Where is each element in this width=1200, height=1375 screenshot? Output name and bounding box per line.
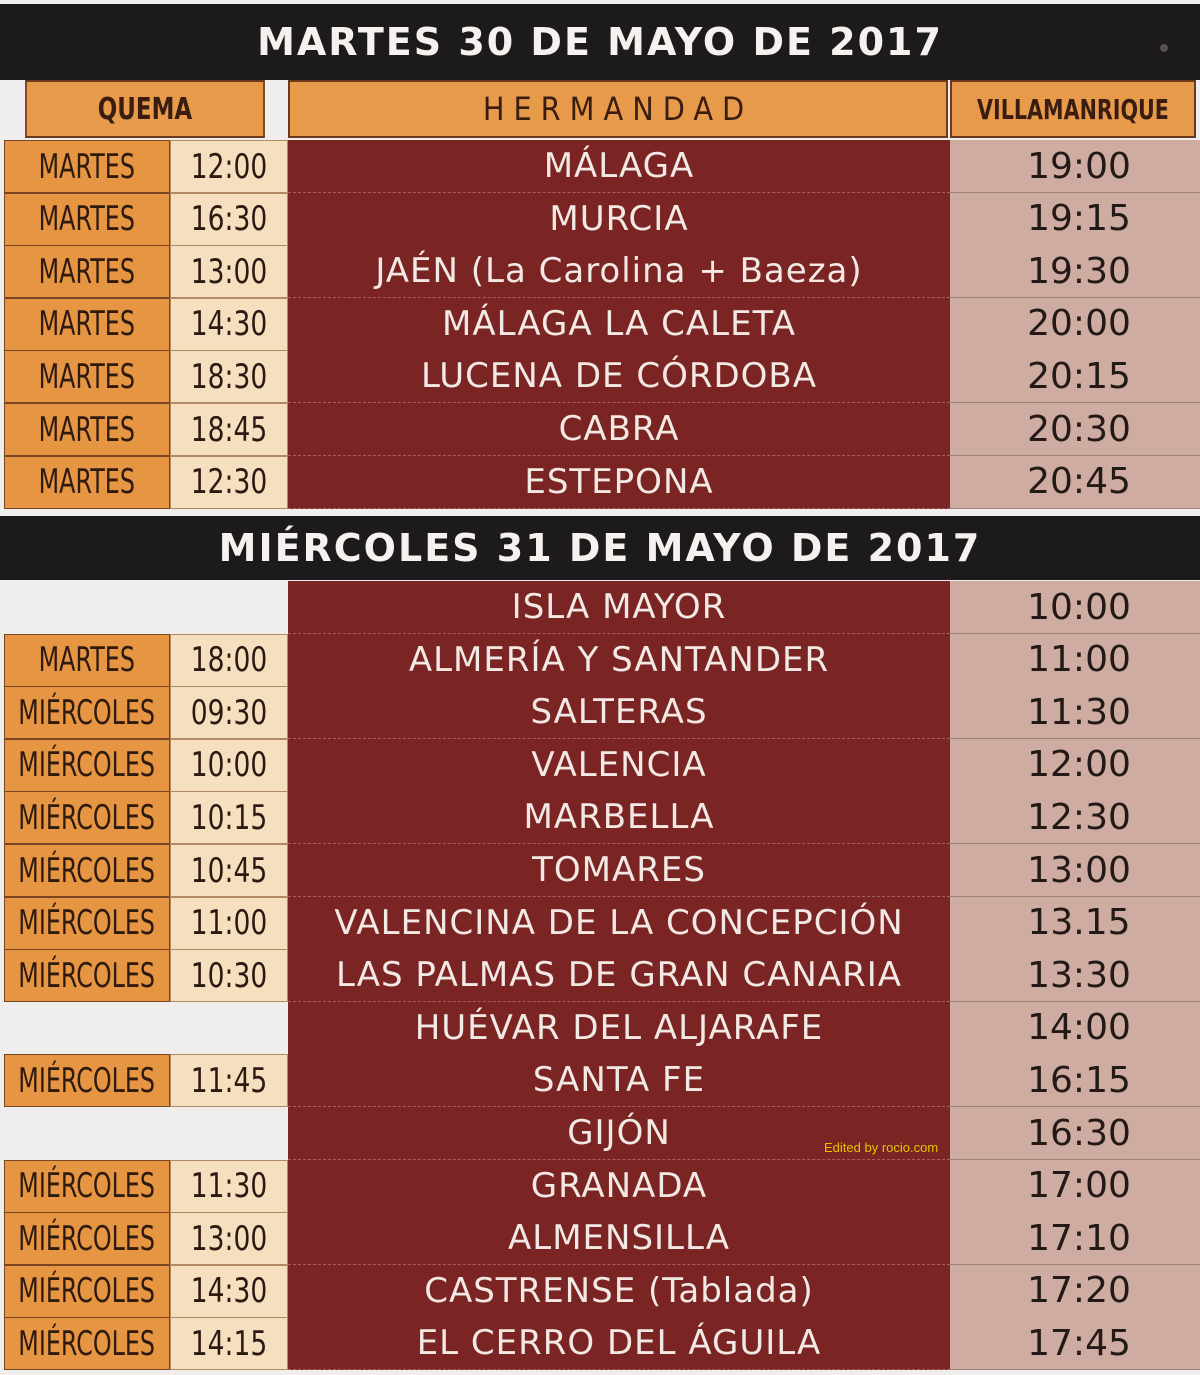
- day2-banner: [0, 516, 1200, 580]
- quema-time-cell: [170, 1160, 288, 1213]
- quema-day: MARTES: [38, 462, 136, 503]
- quema-time: 12:30: [190, 462, 268, 503]
- villamanrique-cell: [950, 1107, 1200, 1160]
- hermandad-name: MÁLAGA: [543, 146, 695, 186]
- quema-day-cell: [4, 245, 170, 298]
- table-row: [0, 350, 1200, 403]
- quema-time: 14:30: [190, 304, 268, 345]
- header-villamanrique: [950, 80, 1196, 138]
- villamanrique-time: 13.15: [1027, 902, 1131, 944]
- quema-time-cell: [170, 1265, 288, 1318]
- quema-day-cell: [4, 686, 170, 739]
- hermandad-cell: [288, 1054, 950, 1107]
- villamanrique-cell: [950, 686, 1200, 739]
- villamanrique-time: 16:30: [1027, 1112, 1131, 1154]
- villamanrique-cell: [950, 350, 1200, 403]
- villamanrique-cell: [950, 403, 1200, 456]
- hermandad-cell: [288, 686, 950, 739]
- villamanrique-time: 16:15: [1027, 1059, 1131, 1101]
- table-row: [0, 1212, 1200, 1265]
- table-row: [0, 1107, 1200, 1160]
- quema-day: MIÉRCOLES: [18, 1060, 156, 1101]
- hermandad-cell: [288, 1212, 950, 1265]
- villamanrique-cell: [950, 1002, 1200, 1055]
- hermandad-cell: [288, 403, 950, 456]
- hermandad-name: ESTEPONA: [524, 461, 714, 502]
- hermandad-name: VALENCIA: [531, 744, 707, 785]
- quema-time: 13:00: [190, 251, 268, 292]
- table-row: [0, 193, 1200, 246]
- villamanrique-cell: [950, 739, 1200, 792]
- villamanrique-time: 17:10: [1027, 1217, 1131, 1259]
- quema-time: 14:30: [190, 1271, 268, 1312]
- villamanrique-time: 13:00: [1027, 849, 1131, 891]
- header-villamanrique-label: VILLAMANRIQUE: [977, 92, 1169, 126]
- villamanrique-cell: [950, 298, 1200, 351]
- quema-time: 11:45: [190, 1060, 268, 1101]
- quema-day: MARTES: [38, 146, 136, 187]
- quema-day-cell: [4, 1212, 170, 1265]
- quema-day: MARTES: [38, 251, 136, 292]
- villamanrique-time: 14:00: [1027, 1007, 1131, 1049]
- quema-time: 11:00: [190, 903, 268, 944]
- hermandad-name: VALENCINA DE LA CONCEPCIÓN: [334, 902, 904, 943]
- quema-day-cell: [4, 350, 170, 403]
- villamanrique-cell: [950, 1317, 1200, 1370]
- quema-time-cell: [170, 1054, 288, 1107]
- villamanrique-time: 19:00: [1027, 145, 1131, 187]
- quema-time: 10:00: [190, 745, 268, 786]
- hermandad-name: GRANADA: [530, 1165, 708, 1206]
- table-row: [0, 581, 1200, 634]
- villamanrique-time: 11:00: [1027, 639, 1131, 681]
- villamanrique-time: 19:30: [1027, 250, 1131, 292]
- quema-day-cell: [4, 456, 170, 509]
- quema-day: MIÉRCOLES: [18, 1323, 156, 1364]
- quema-time-cell: [170, 686, 288, 739]
- hermandad-cell: [288, 1317, 950, 1370]
- table-row: [0, 686, 1200, 739]
- hermandad-name: EL CERRO DEL ÁGUILA: [416, 1323, 822, 1364]
- hermandad-cell: [288, 949, 950, 1002]
- table-row: [0, 949, 1200, 1002]
- villamanrique-cell: [950, 456, 1200, 509]
- quema-day-cell: [4, 140, 170, 193]
- villamanrique-cell: [950, 1160, 1200, 1213]
- hermandad-cell: [288, 844, 950, 897]
- table-row: [0, 634, 1200, 687]
- hermandad-cell: [288, 193, 950, 246]
- table-row: [0, 1317, 1200, 1370]
- table-row: [0, 1054, 1200, 1107]
- villamanrique-cell: [950, 897, 1200, 950]
- quema-time: 09:30: [190, 692, 268, 733]
- quema-time-cell: [170, 193, 288, 246]
- hermandad-name: MURCIA: [549, 198, 689, 239]
- hermandad-name: MARBELLA: [523, 797, 715, 838]
- quema-day: MIÉRCOLES: [18, 692, 156, 733]
- hermandad-cell: [288, 739, 950, 792]
- hermandad-name: CASTRENSE (Tablada): [424, 1270, 814, 1311]
- quema-day: MIÉRCOLES: [18, 745, 156, 786]
- hermandad-name: CABRA: [558, 409, 680, 449]
- header-quema: [25, 80, 265, 138]
- table-row: [0, 897, 1200, 950]
- hermandad-name: GIJÓN: [567, 1113, 671, 1153]
- table-row: [0, 140, 1200, 193]
- quema-day: MIÉRCOLES: [18, 1218, 156, 1259]
- hermandad-name: ISLA MAYOR: [511, 587, 727, 627]
- villamanrique-time: 20:00: [1027, 303, 1131, 345]
- day1-banner: [0, 4, 1200, 80]
- hermandad-name: HUÉVAR DEL ALJARAFE: [414, 1007, 824, 1048]
- quema-day-cell: [4, 298, 170, 351]
- quema-time-cell: [170, 245, 288, 298]
- quema-day: MIÉRCOLES: [18, 903, 156, 944]
- quema-day-cell: [4, 193, 170, 246]
- quema-time-cell: [170, 403, 288, 456]
- hermandad-cell: [288, 245, 950, 298]
- villamanrique-time: 20:15: [1027, 355, 1131, 397]
- hermandad-name: LUCENA DE CÓRDOBA: [421, 356, 817, 397]
- quema-time-cell: [170, 791, 288, 844]
- table-row: [0, 739, 1200, 792]
- quema-time-cell: [170, 1317, 288, 1370]
- header-quema-label: QUEMA: [97, 91, 193, 127]
- quema-day: MARTES: [38, 409, 136, 450]
- villamanrique-time: 17:45: [1027, 1322, 1131, 1364]
- quema-time-cell: [170, 1212, 288, 1265]
- villamanrique-cell: [950, 140, 1200, 193]
- quema-day: MIÉRCOLES: [18, 1271, 156, 1312]
- quema-day-cell: [4, 1160, 170, 1213]
- table-row: [0, 1160, 1200, 1213]
- quema-time: 10:45: [190, 850, 268, 891]
- quema-day: MIÉRCOLES: [18, 797, 156, 838]
- hermandad-cell: [288, 140, 950, 193]
- quema-day: MARTES: [38, 640, 136, 681]
- villamanrique-cell: [950, 1265, 1200, 1318]
- quema-day-cell: [4, 897, 170, 950]
- quema-time: 11:30: [190, 1166, 268, 1207]
- villamanrique-cell: [950, 1212, 1200, 1265]
- hermandad-cell: [288, 1160, 950, 1213]
- quema-time-cell: [170, 456, 288, 509]
- quema-time: 18:00: [190, 640, 268, 681]
- quema-time-cell: [170, 634, 288, 687]
- hermandad-name: SANTA FE: [532, 1060, 706, 1101]
- quema-day-cell: [4, 791, 170, 844]
- quema-day: MIÉRCOLES: [18, 1166, 156, 1207]
- villamanrique-time: 10:00: [1027, 586, 1131, 628]
- hermandad-name: ALMERÍA Y SANTANDER: [408, 639, 830, 680]
- day2-title: MIÉRCOLES 31 DE MAYO DE 2017: [218, 526, 982, 570]
- quema-time-cell: [170, 949, 288, 1002]
- table-row: [0, 298, 1200, 351]
- quema-day-cell: [4, 403, 170, 456]
- hermandad-cell: [288, 897, 950, 950]
- villamanrique-time: 12:00: [1027, 744, 1131, 786]
- quema-time-cell: [170, 897, 288, 950]
- villamanrique-cell: [950, 193, 1200, 246]
- quema-day-cell: [4, 739, 170, 792]
- table-row: [0, 1002, 1200, 1055]
- villamanrique-cell: [950, 1054, 1200, 1107]
- quema-time: 13:00: [190, 1218, 268, 1259]
- quema-day: MARTES: [38, 356, 136, 397]
- table-row: [0, 245, 1200, 298]
- villamanrique-time: 13:30: [1027, 954, 1131, 996]
- quema-day-cell: [4, 1054, 170, 1107]
- villamanrique-time: 19:15: [1027, 198, 1131, 240]
- hermandad-name: LAS PALMAS DE GRAN CANARIA: [335, 955, 903, 996]
- quema-day-cell: [4, 844, 170, 897]
- villamanrique-time: 12:30: [1027, 796, 1131, 838]
- quema-time: 16:30: [190, 199, 268, 240]
- hermandad-name: TOMARES: [532, 850, 706, 890]
- watermark: Edited by rocio.com: [824, 1140, 939, 1155]
- day1-title: MARTES 30 DE MAYO DE 2017: [257, 20, 943, 64]
- villamanrique-time: 20:30: [1027, 408, 1131, 450]
- villamanrique-cell: [950, 844, 1200, 897]
- header-hermandad-label: HERMANDAD: [482, 90, 754, 128]
- villamanrique-time: 20:45: [1027, 461, 1131, 503]
- quema-time-cell: [170, 298, 288, 351]
- table-row: [0, 791, 1200, 844]
- decorative-dot: [1160, 44, 1168, 52]
- quema-time-cell: [170, 350, 288, 403]
- villamanrique-cell: [950, 245, 1200, 298]
- quema-day-cell: [4, 1317, 170, 1370]
- villamanrique-time: 17:00: [1027, 1165, 1131, 1207]
- hermandad-cell: [288, 791, 950, 844]
- villamanrique-time: 17:20: [1027, 1270, 1131, 1312]
- hermandad-cell: [288, 1002, 950, 1055]
- hermandad-cell: [288, 350, 950, 403]
- hermandad-cell: [288, 634, 950, 687]
- quema-day-cell: [4, 1265, 170, 1318]
- quema-time: 10:30: [190, 955, 268, 996]
- quema-time: 10:15: [190, 797, 268, 838]
- hermandad-cell: [288, 1265, 950, 1318]
- hermandad-name: SALTERAS: [530, 692, 708, 733]
- quema-day-cell: [4, 949, 170, 1002]
- villamanrique-cell: [950, 791, 1200, 844]
- hermandad-name: ALMENSILLA: [508, 1218, 730, 1259]
- quema-day-cell: [4, 634, 170, 687]
- quema-day: MIÉRCOLES: [18, 850, 156, 891]
- villamanrique-time: 11:30: [1027, 691, 1131, 733]
- quema-time-cell: [170, 844, 288, 897]
- hermandad-cell: [288, 456, 950, 509]
- header-hermandad: [288, 80, 948, 138]
- hermandad-cell: [288, 581, 950, 634]
- quema-time: 12:00: [190, 146, 268, 187]
- quema-time-cell: [170, 140, 288, 193]
- quema-time-cell: [170, 739, 288, 792]
- table-row: [0, 403, 1200, 456]
- villamanrique-cell: [950, 634, 1200, 687]
- quema-day: MARTES: [38, 199, 136, 240]
- table-row: [0, 1265, 1200, 1318]
- villamanrique-cell: [950, 581, 1200, 634]
- quema-time: 18:30: [190, 356, 268, 397]
- hermandad-name: JAÉN (La Carolina + Baeza): [375, 251, 863, 292]
- quema-time: 18:45: [190, 409, 268, 450]
- hermandad-name: MÁLAGA LA CALETA: [442, 303, 796, 344]
- quema-day: MARTES: [38, 304, 136, 345]
- quema-time: 14:15: [190, 1323, 268, 1364]
- table-row: [0, 456, 1200, 509]
- hermandad-cell: [288, 298, 950, 351]
- villamanrique-cell: [950, 949, 1200, 1002]
- quema-day: MIÉRCOLES: [18, 955, 156, 996]
- table-row: [0, 844, 1200, 897]
